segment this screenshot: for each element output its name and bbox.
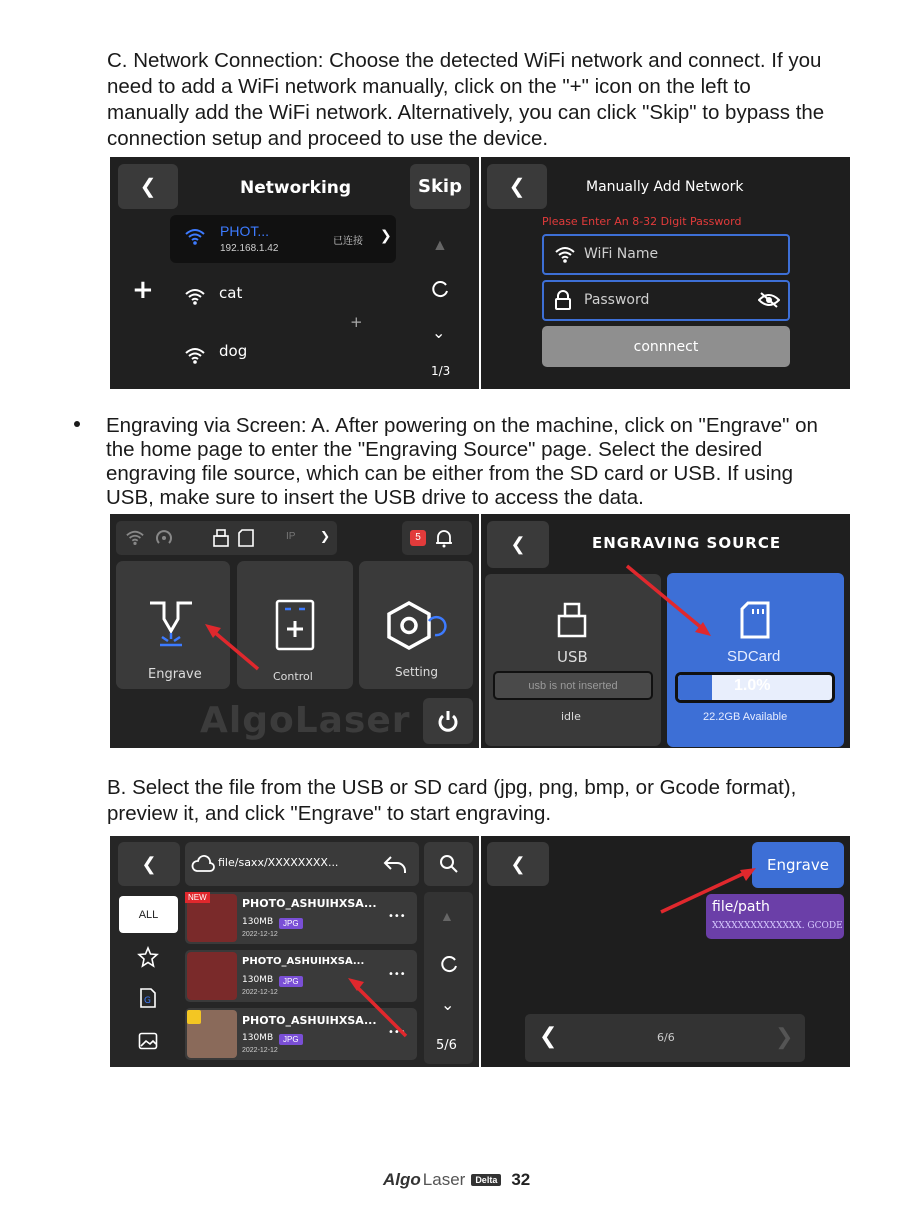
- control-label: Control: [273, 670, 313, 683]
- file-size: 130MB: [242, 1033, 274, 1043]
- skip-button[interactable]: Skip: [410, 164, 470, 209]
- usb-state: idle: [561, 710, 581, 723]
- red-arrow-pointer: [110, 836, 479, 1067]
- back-button[interactable]: [487, 164, 547, 209]
- lock-icon: [554, 290, 572, 310]
- chevron-up-icon[interactable]: ▲: [440, 908, 454, 924]
- footer-brand: [383, 1170, 530, 1190]
- new-badge: NEW: [185, 892, 210, 903]
- file-list-screenshot: [110, 836, 479, 1067]
- more-icon[interactable]: •••: [388, 969, 406, 980]
- networking-screenshot: [110, 157, 479, 389]
- red-arrow-pointer: [481, 514, 850, 748]
- engraving-source-screenshot: [481, 514, 850, 748]
- notification-badge: 5: [410, 530, 426, 546]
- more-icon[interactable]: •••: [388, 1027, 406, 1038]
- current-path: file/saxx/XXXXXXXX...: [218, 856, 339, 869]
- sdcard-usage-percent: 1.0%: [734, 677, 771, 694]
- section-c-text: C. Network Connection: Choose the detected WiFi network and connect. If you need to add a WiFi network manually, click on the "+" icon on the left to manually add the WiFi network. Alternatively, you can click "Skip" to bypass the connection setup and proceed to use the device.: [107, 49, 825, 150]
- next-page-icon[interactable]: ❯: [775, 1024, 794, 1049]
- sdcard-available: 22.2GB Available: [703, 711, 788, 723]
- engraving-text: Engraving via Screen: A. After powering on the machine, click on "Engrave" on the home page to enter the "Engraving Source" page. Select the desired engraving file source, which can be either from the SD card or USB. If using USB, make sure to insert the USB drive to access the data.: [106, 414, 818, 509]
- network-page-indicator: 1/3: [431, 364, 451, 378]
- file-name: PHOTO_ASHUIHXSA...: [242, 956, 365, 967]
- filter-all-label: ALL: [138, 908, 159, 921]
- setting-label: Setting: [395, 665, 438, 679]
- ip-label: IP: [286, 531, 296, 542]
- file-size: 130MB: [242, 917, 274, 927]
- plus-marker: +: [350, 313, 363, 331]
- refresh-icon[interactable]: [430, 279, 450, 299]
- usb-label: USB: [557, 648, 588, 666]
- connected-network-row[interactable]: [170, 215, 396, 263]
- file-size: 130MB: [242, 975, 274, 985]
- wifi-icon: [184, 227, 206, 247]
- chevron-left-icon: ❮: [508, 176, 526, 198]
- back-button[interactable]: [118, 164, 178, 209]
- network-item-dog[interactable]: dog: [219, 342, 248, 360]
- bullet-dot: [74, 421, 80, 427]
- file-name: PHOTO_ASHUIHXSA...: [242, 897, 377, 910]
- chevron-right-icon[interactable]: ❯: [320, 529, 331, 543]
- network-item-cat[interactable]: cat: [219, 284, 243, 302]
- usb-status-text: usb is not inserted: [528, 679, 618, 692]
- password-field[interactable]: [542, 280, 790, 321]
- footer-brand-light: Laser: [422, 1170, 466, 1189]
- footer-model-badge: Delta: [471, 1174, 501, 1186]
- file-type-tag: JPG: [279, 918, 303, 929]
- manual-network-screenshot: [481, 157, 850, 389]
- chevron-up-icon[interactable]: ▲: [432, 237, 448, 254]
- chevron-left-icon: ❮: [510, 853, 526, 874]
- chevron-left-icon: ❮: [510, 534, 526, 554]
- red-arrow-pointer: [481, 836, 850, 1067]
- password-hint: Please Enter An 8-32 Digit Password: [542, 215, 742, 228]
- more-icon[interactable]: •••: [388, 911, 406, 922]
- eye-hidden-icon[interactable]: [758, 292, 780, 308]
- chevron-left-icon: ❮: [141, 853, 157, 874]
- chevron-right-icon: ❯: [380, 228, 392, 244]
- chevron-left-icon: ❮: [139, 176, 157, 198]
- footer-brand-bold: Algo: [383, 1170, 421, 1189]
- sdcard-label: SDCard: [727, 648, 781, 665]
- file-date: 2022-12-12: [242, 931, 278, 938]
- wifi-icon: [554, 245, 576, 265]
- wifi-name-field[interactable]: [542, 234, 790, 275]
- engraving-source-title: ENGRAVING SOURCE: [592, 534, 782, 552]
- engrave-button-label: Engrave: [767, 856, 829, 874]
- preview-screenshot: [481, 836, 850, 1067]
- file-type-tag: JPG: [279, 1034, 303, 1045]
- password-placeholder: Password: [584, 292, 650, 308]
- manual-network-title: Manually Add Network: [586, 179, 744, 195]
- file-date: 2022-12-12: [242, 1047, 278, 1054]
- connect-button[interactable]: [542, 326, 790, 367]
- chevron-down-icon[interactable]: ⌄: [432, 323, 446, 342]
- file-path-label: file/path: [712, 899, 770, 915]
- svg-text:G: G: [144, 996, 151, 1006]
- wifi-icon: [184, 346, 206, 366]
- home-screenshot: [110, 514, 479, 748]
- connected-status: 已连接: [333, 236, 363, 247]
- page-number: 32: [511, 1170, 531, 1189]
- algolaser-logo: AlgoLaser: [200, 700, 411, 741]
- wifi-name-placeholder: WiFi Name: [584, 246, 659, 262]
- file-path-filename: XXXXXXXXXXXXXX. GCODE: [712, 921, 843, 931]
- prev-page-icon[interactable]: ❮: [539, 1024, 558, 1049]
- red-arrow-pointer: [110, 514, 479, 748]
- connected-network-name: PHOT...: [220, 223, 270, 239]
- connect-label: connnect: [633, 338, 699, 355]
- add-network-plus-icon[interactable]: +: [132, 275, 154, 305]
- engrave-label: Engrave: [148, 667, 202, 682]
- file-name: PHOTO_ASHUIHXSA...: [242, 1014, 377, 1027]
- file-date: 2022-12-12: [242, 989, 278, 996]
- connected-network-ip: 192.168.1.42: [220, 243, 279, 254]
- file-type-tag: JPG: [279, 976, 303, 987]
- preview-page-indicator: 6/6: [657, 1031, 675, 1044]
- wifi-icon: [184, 287, 206, 307]
- chevron-down-icon[interactable]: ⌄: [441, 995, 455, 1014]
- section-b-text: B. Select the file from the USB or SD card (jpg, png, bmp, or Gcode format), preview it, and click "Engrave" to start engraving.: [107, 776, 797, 825]
- file-page-indicator: 5/6: [436, 1038, 457, 1053]
- networking-title: Networking: [240, 178, 352, 198]
